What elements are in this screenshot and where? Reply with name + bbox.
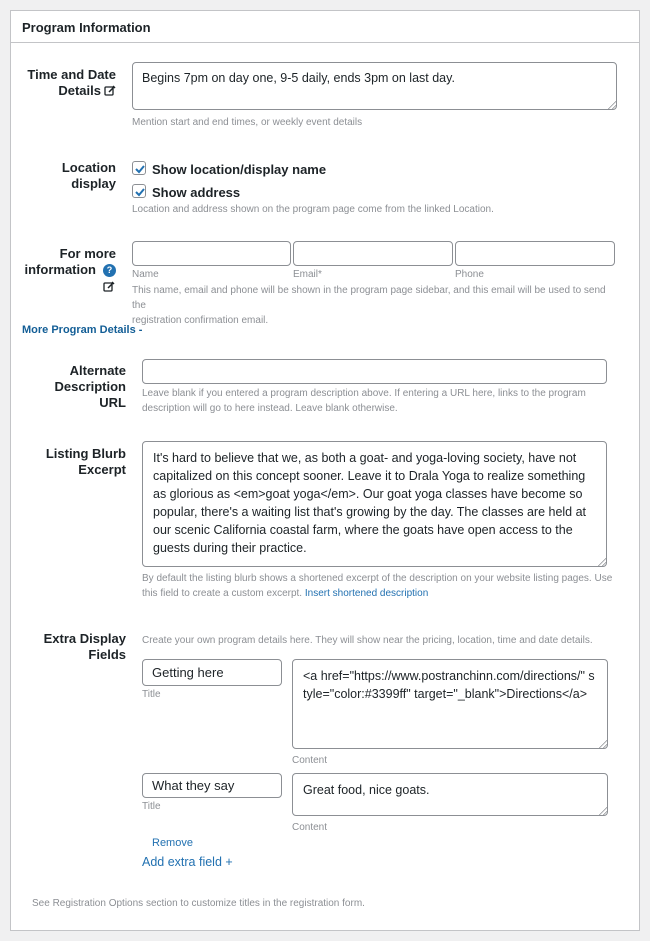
location-label-line1: Location (61, 160, 116, 175)
name-sublabel: Name (132, 269, 159, 280)
program-information-panel (10, 10, 640, 931)
blurb-field-wrap (142, 441, 607, 567)
show-address-checkbox[interactable] (132, 184, 146, 198)
title-sublabel: Title (142, 801, 161, 812)
edit-icon[interactable] (104, 85, 116, 97)
blurb-label-line1: Listing Blurb (45, 446, 126, 461)
extra-fields-hint: Create your own program details here. They will show near the pricing, location, time and date details. (142, 635, 593, 646)
checkmark-icon (133, 185, 147, 199)
footer-note: See Registration Options section to customize titles in the registration form. (32, 898, 365, 909)
contact-email-input[interactable] (293, 241, 453, 266)
alt-desc-label-line1: Alternate (69, 363, 126, 378)
contact-phone-input[interactable] (455, 241, 615, 266)
blurb-hint-line1: By default the listing blurb shows a shortened excerpt of the description on your website listing pages. Use (142, 573, 613, 584)
remove-extra-field-link[interactable]: Remove (152, 837, 193, 849)
blurb-textarea[interactable] (142, 441, 607, 567)
alt-desc-url-input[interactable] (142, 359, 607, 384)
more-info-hint-line2: registration confirmation email. (132, 315, 269, 326)
time-date-label-line1: Time and Date (27, 67, 116, 82)
more-info-label-line1: For more (59, 246, 116, 261)
content-sublabel: Content (292, 822, 328, 833)
alt-desc-hint-line1: Leave blank if you entered a program description above. If entering a URL here, links to the program (142, 388, 586, 399)
location-label (11, 160, 116, 192)
title-sublabel: Title (142, 689, 161, 700)
resize-handle[interactable] (598, 558, 606, 566)
time-date-hint: Mention start and end times, or weekly event details (132, 117, 363, 128)
edit-icon[interactable] (103, 281, 115, 293)
more-program-details-link[interactable]: More Program Details - (22, 324, 143, 336)
alt-desc-label-line2: Description (54, 379, 126, 394)
time-date-textarea[interactable] (132, 62, 617, 110)
more-info-hint (132, 283, 622, 328)
insert-shortened-description-link[interactable]: Insert shortened description (304, 588, 429, 599)
show-location-name-label: Show location/display name (152, 162, 327, 177)
phone-sublabel: Phone (455, 269, 484, 280)
resize-handle[interactable] (599, 740, 607, 748)
extra-field-content-textarea[interactable]: <a href="https://www.postranchinn.com/directions/" style="color:#3399ff" target="_blank">Directions</a> (292, 659, 608, 749)
add-extra-field-link[interactable]: Add extra field + (142, 855, 233, 869)
alt-desc-hint (142, 386, 612, 416)
panel-title: Program Information (11, 11, 639, 43)
extra-fields-label-line2: Fields (88, 647, 126, 662)
location-hint: Location and address shown on the program page come from the linked Location. (132, 204, 494, 215)
blurb-hint (142, 571, 617, 601)
alt-desc-label (11, 363, 126, 411)
extra-field-content-textarea[interactable]: Great food, nice goats. (292, 773, 608, 816)
more-info-label-line2: information (24, 262, 96, 277)
help-icon[interactable]: ? (103, 264, 116, 277)
alt-desc-label-line3: URL (99, 395, 126, 410)
time-date-label-line2: Details (58, 83, 101, 98)
show-location-name-checkbox[interactable] (132, 161, 146, 175)
checkmark-icon (133, 162, 147, 176)
more-info-label (11, 246, 116, 278)
extra-fields-label-line1: Extra Display (43, 631, 126, 646)
resize-handle[interactable] (599, 807, 607, 815)
time-date-field-wrap (132, 62, 617, 110)
extra-fields-label (11, 631, 126, 663)
alt-desc-hint-line2: description will go to here instead. Leave blank otherwise. (142, 403, 398, 414)
email-sublabel: Email* (293, 269, 322, 280)
more-info-hint-line1: This name, email and phone will be shown in the program page sidebar, and this email will be used to send the (132, 285, 606, 311)
content-sublabel: Content (292, 755, 328, 766)
extra-field-title-input[interactable] (142, 773, 282, 798)
blurb-label (11, 446, 126, 478)
extra-field-content-wrap (292, 659, 608, 749)
blurb-label-line2: Excerpt (78, 462, 126, 477)
resize-handle[interactable] (608, 101, 616, 109)
time-date-label (11, 67, 116, 99)
contact-name-input[interactable] (132, 241, 291, 266)
blurb-hint-line2: this field to create a custom excerpt. (142, 588, 303, 599)
show-address-label: Show address (152, 185, 241, 200)
extra-field-title-input[interactable] (142, 659, 282, 686)
location-label-line2: display (71, 176, 116, 191)
extra-field-content-wrap (292, 773, 608, 816)
